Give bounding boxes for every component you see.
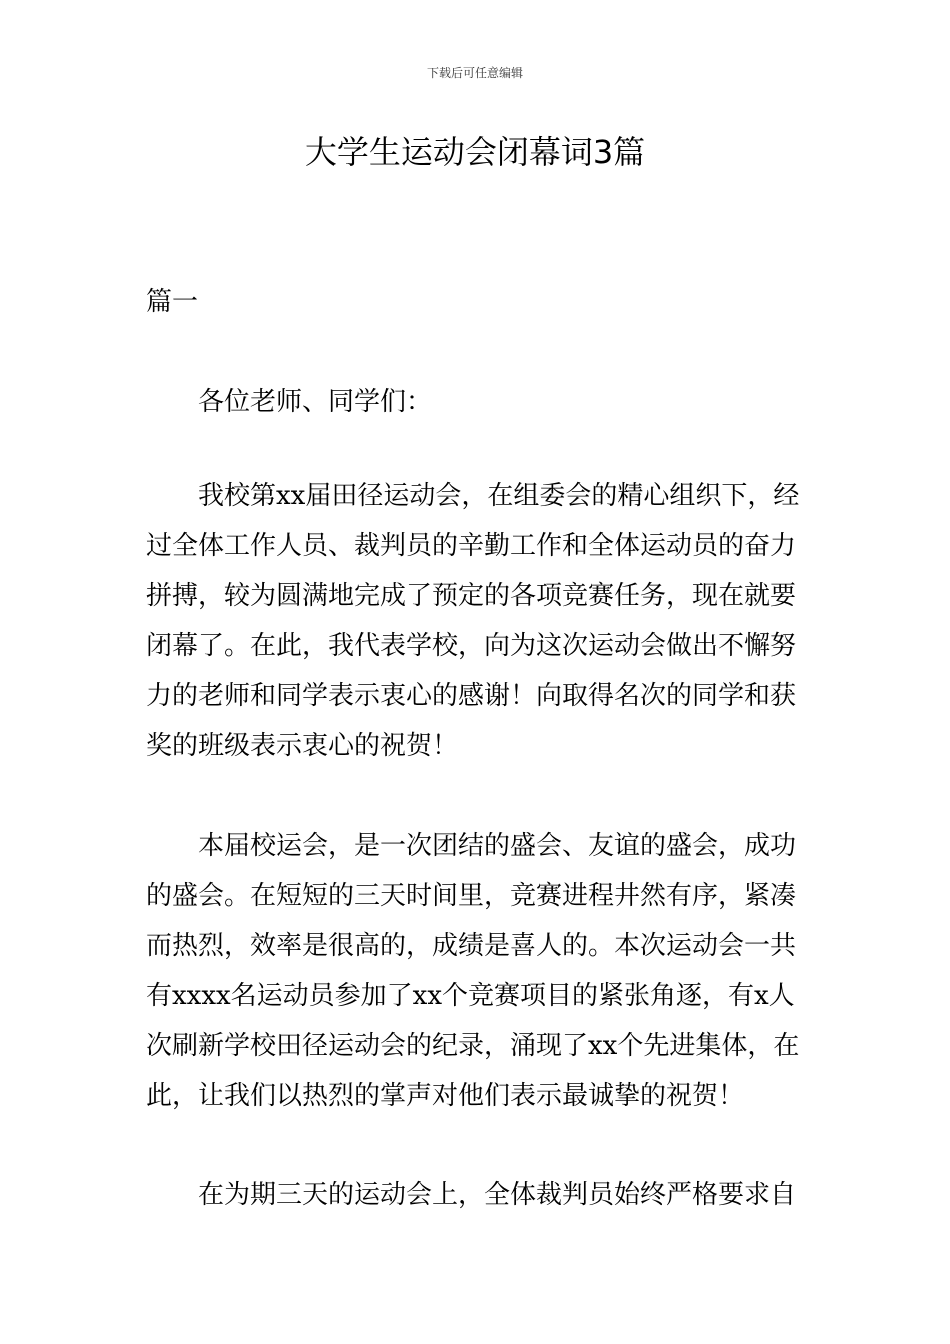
paragraph-line: 闭幕了。在此，我代表学校，向为这次运动会做出不懈努 [146, 631, 797, 661]
paragraph-line: 本届校运会，是一次团结的盛会、友谊的盛会，成功 [198, 831, 797, 861]
paragraph-line: 我校第xx届田径运动会，在组委会的精心组织下，经 [198, 481, 800, 511]
paragraph-line: 有xxxx名运动员参加了xx个竞赛项目的紧张角逐，有x人 [146, 981, 795, 1011]
paragraph-line: 次刷新学校田径运动会的纪录，涌现了xx个先进集体，在 [146, 1031, 800, 1061]
paragraph-line: 在为期三天的运动会上，全体裁判员始终严格要求自 [198, 1180, 797, 1210]
paragraph-line: 而热烈，效率是很高的，成绩是喜人的。本次运动会一共 [146, 931, 797, 961]
paragraph-line: 此，让我们以热烈的掌声对他们表示最诚挚的祝贺！ [146, 1081, 745, 1111]
paragraph-line: 拼搏，较为圆满地完成了预定的各项竞赛任务，现在就要 [146, 581, 797, 611]
header-note: 下载后可任意编辑 [426, 66, 523, 80]
paragraph-line: 各位老师、同学们： [198, 387, 433, 417]
document-title: 大学生运动会闭幕词3篇 [304, 133, 646, 171]
paragraph-2 [146, 821, 806, 1121]
paragraph-line: 过全体工作人员、裁判员的辛勤工作和全体运动员的奋力 [146, 531, 797, 561]
paragraph-line: 奖的班级表示衷心的祝贺！ [146, 731, 459, 761]
paragraph-greeting [146, 377, 806, 427]
paragraph-line: 的盛会。在短短的三天时间里，竞赛进程井然有序，紧凑 [146, 881, 797, 911]
paragraph-3 [146, 1170, 806, 1220]
paragraph-line: 力的老师和同学表示衷心的感谢！向取得名次的同学和获 [146, 681, 797, 711]
paragraph-1 [146, 471, 806, 771]
section-label: 篇一 [146, 287, 199, 317]
